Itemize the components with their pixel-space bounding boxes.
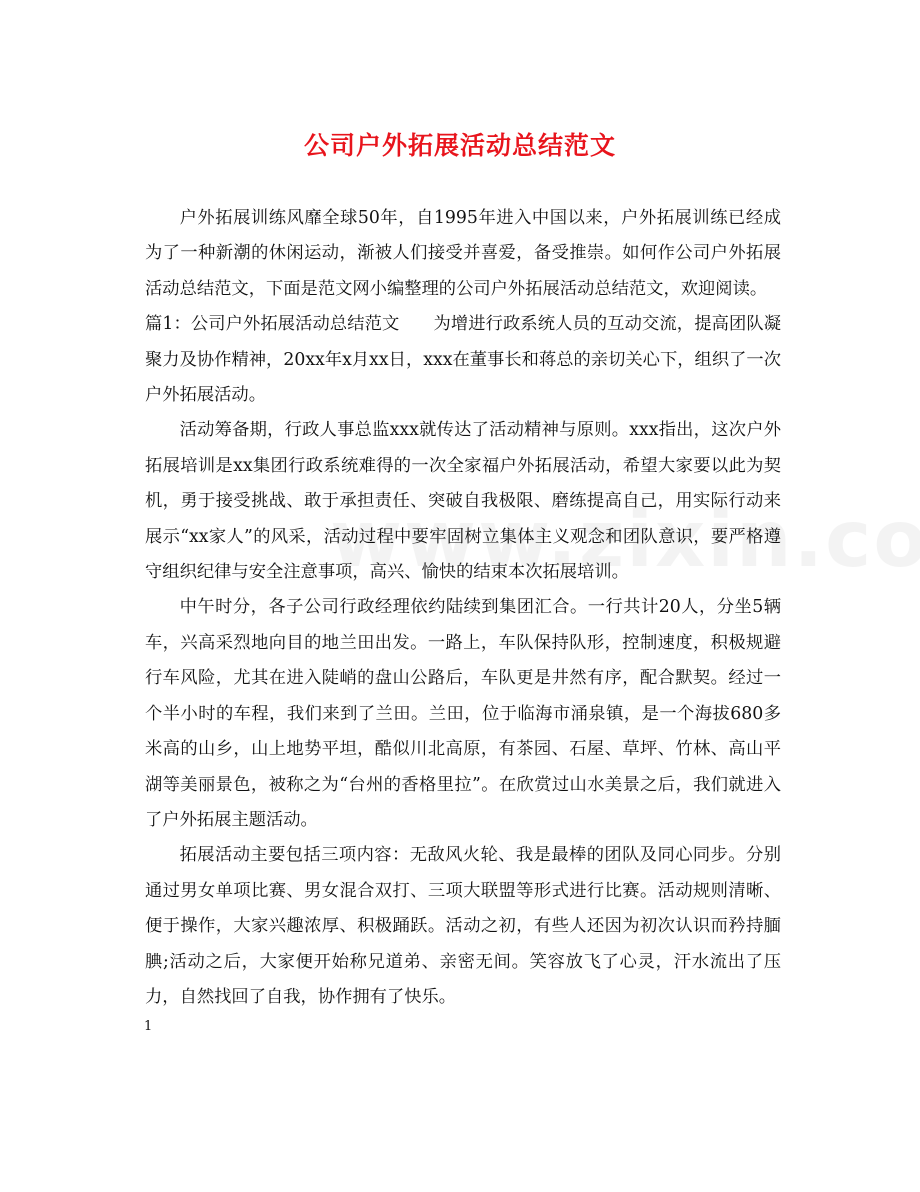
paragraph-activities: 拓展活动主要包括三项内容：无敌风火轮、我是最棒的团队及同心同步。分别通过男女单项比赛、男女混合双打、三项大联盟等形式进行比赛。活动规则清晰、便于操作，大家兴趣浓厚、积极踊跃。活动之初，有些人还因为初次认识而矜持腼腆;活动之后，大家便开始称兄道弟、亲密无间。笑容放飞了心灵，汗水流出了压力，自然找回了自我，协作拥有了快乐。	[145, 845, 781, 1007]
paragraph-journey: 中午时分，各子公司行政经理依约陆续到集团汇合。一行共计20人，分坐5辆车，兴高采烈地向目的地兰田出发。一路上，车队保持队形，控制速度，积极规避行车风险，尤其在进入陡峭的盘山公路后，车队更是井然有序，配合默契。经过一个半小时的车程，我们来到了兰田。兰田，位于临海市涌泉镇，是一个海拔680多米高的山乡，山上地势平坦，酷似川北高原，有茶园、石屋、草坪、竹林、高山平湖等美丽景色，被称之为“台州的香格里拉”。在欣赏过山水美景之后，我们就进入了户外拓展主题活动。	[145, 597, 781, 830]
section-text: 为增进行政系统人员的互动交流，提高团队凝聚力及协作精神，20xx年x月xx日，xxx在董事长和蒋总的亲切关心下，组织了一次户外拓展活动。	[145, 314, 781, 406]
paragraph-preparation: 活动筹备期，行政人事总监xxx就传达了活动精神与原则。xxx指出，这次户外拓展培训是xx集团行政系统难得的一次全家福户外拓展活动，希望大家要以此为契机，勇于接受挑战、敢于承担责任、突破自我极限、磨练提高自己，用实际行动来展示“xx家人”的风采，活动过程中要牢固树立集体主义观念和团队意识，要严格遵守组织纪律与安全注意事项，高兴、愉快的结束本次拓展培训。	[145, 420, 781, 583]
section-heading: 篇1：公司户外拓展活动总结范文	[145, 314, 400, 335]
document-body	[145, 201, 781, 1015]
document-title: 公司户外拓展活动总结范文	[303, 131, 616, 160]
page-number: 1	[144, 1019, 153, 1034]
section-paragraph	[145, 307, 781, 413]
paragraph-intro: 户外拓展训练风靡全球50年，自1995年进入中国以来，户外拓展训练已经成为了一种新潮的休闲运动，渐被人们接受并喜爱，备受推崇。如何作公司户外拓展活动总结范文，下面是范文网小编整理的公司户外拓展活动总结范文，欢迎阅读。	[145, 208, 781, 299]
